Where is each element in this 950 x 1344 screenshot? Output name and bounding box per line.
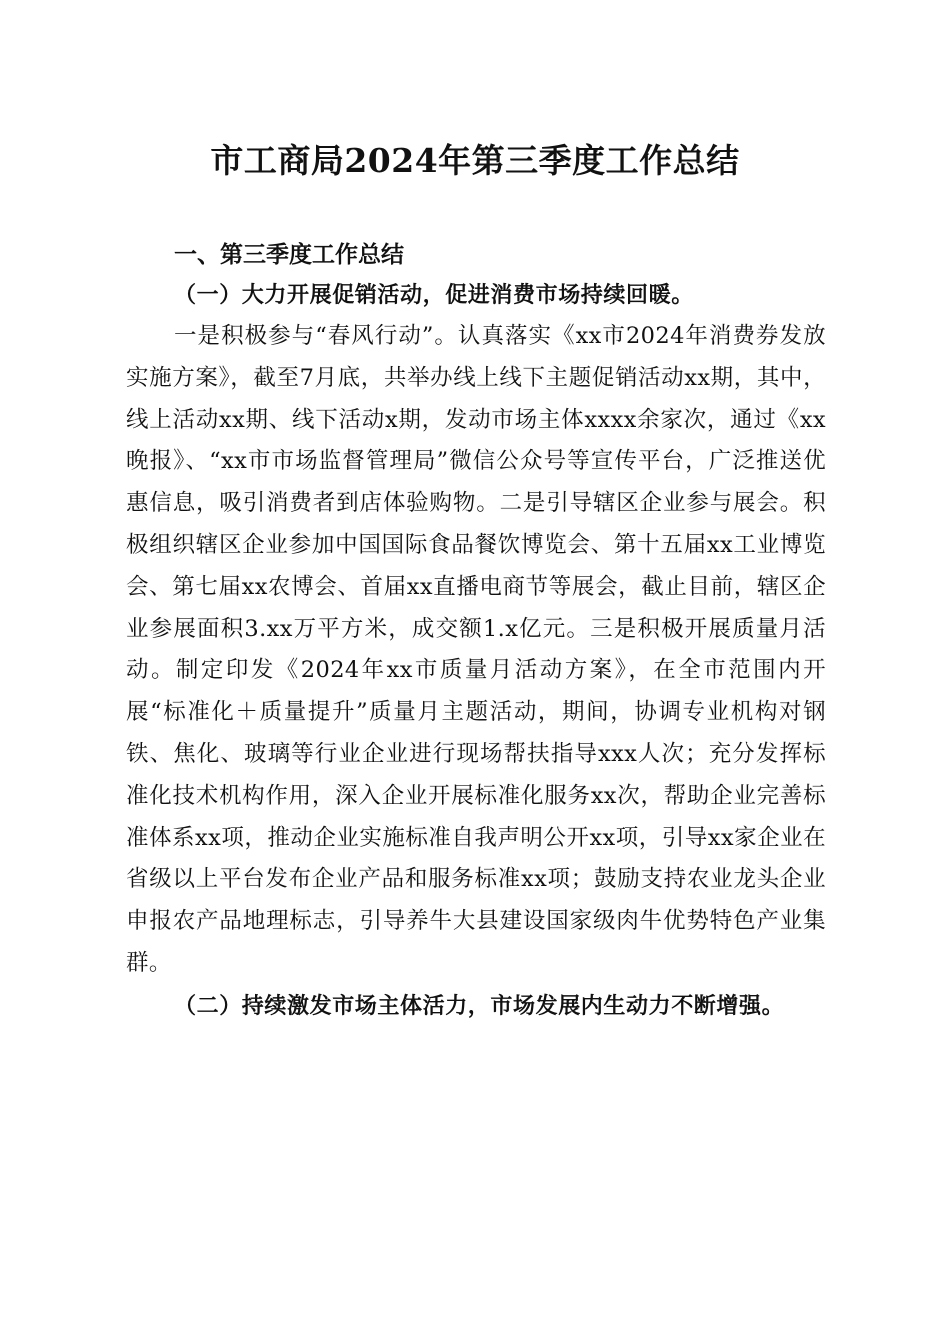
document-title: 市工商局2024年第三季度工作总结 (210, 141, 740, 180)
subsection-heading-1: （一）大力开展促销活动，促进消费市场持续回暖。 (174, 283, 694, 308)
document-body (126, 236, 826, 1027)
section-heading-1: 一、第三季度工作总结 (174, 242, 404, 268)
subsection-heading-2: （二）持续激发市场主体活力，市场发展内生动力不断增强。 (174, 993, 785, 1019)
subsection-1-paragraph: 一是积极参与“春风行动”。认真落实《xx市2024年消费券发放实施方案》，截至7月底，共举办线上线下主题促销活动xx期，其中，线上活动xx期、线下活动x期，发动市场主体xxxx余家次，通过《xx晚报》、“xx市市场监督管理局”微信公众号等宣传平台，广泛推送优惠信息，吸引消费者到店体验购物。二是引导辖区企业参与展会。积极组织辖区企业参加中国国际食品餐饮博览会、第十五届xx工业博览会、第七届xx农博会、首届xx直播电商节等展会，截止目前，辖区企业参展面积3.xx万平方米，成交额1.x亿元。三是积极开展质量月活动。制定印发《2024年xx市质量月活动方案》，在全市范围内开展“标准化＋质量提升”质量月主题活动，期间，协调专业机构对钢铁、焦化、玻璃等行业企业进行现场帮扶指导xxx人次；充分发挥标准化技术机构作用，深入企业开展标准化服务xx次，帮助企业完善标准体系xx项，推动企业实施标准自我声明公开xx项，引导xx家企业在省级以上平台发布企业产品和服务标准xx项；鼓励支持农业龙头企业申报农产品地理标志，引导养牛大县建设国家级肉牛优势特色产业集群。 (126, 323, 827, 976)
